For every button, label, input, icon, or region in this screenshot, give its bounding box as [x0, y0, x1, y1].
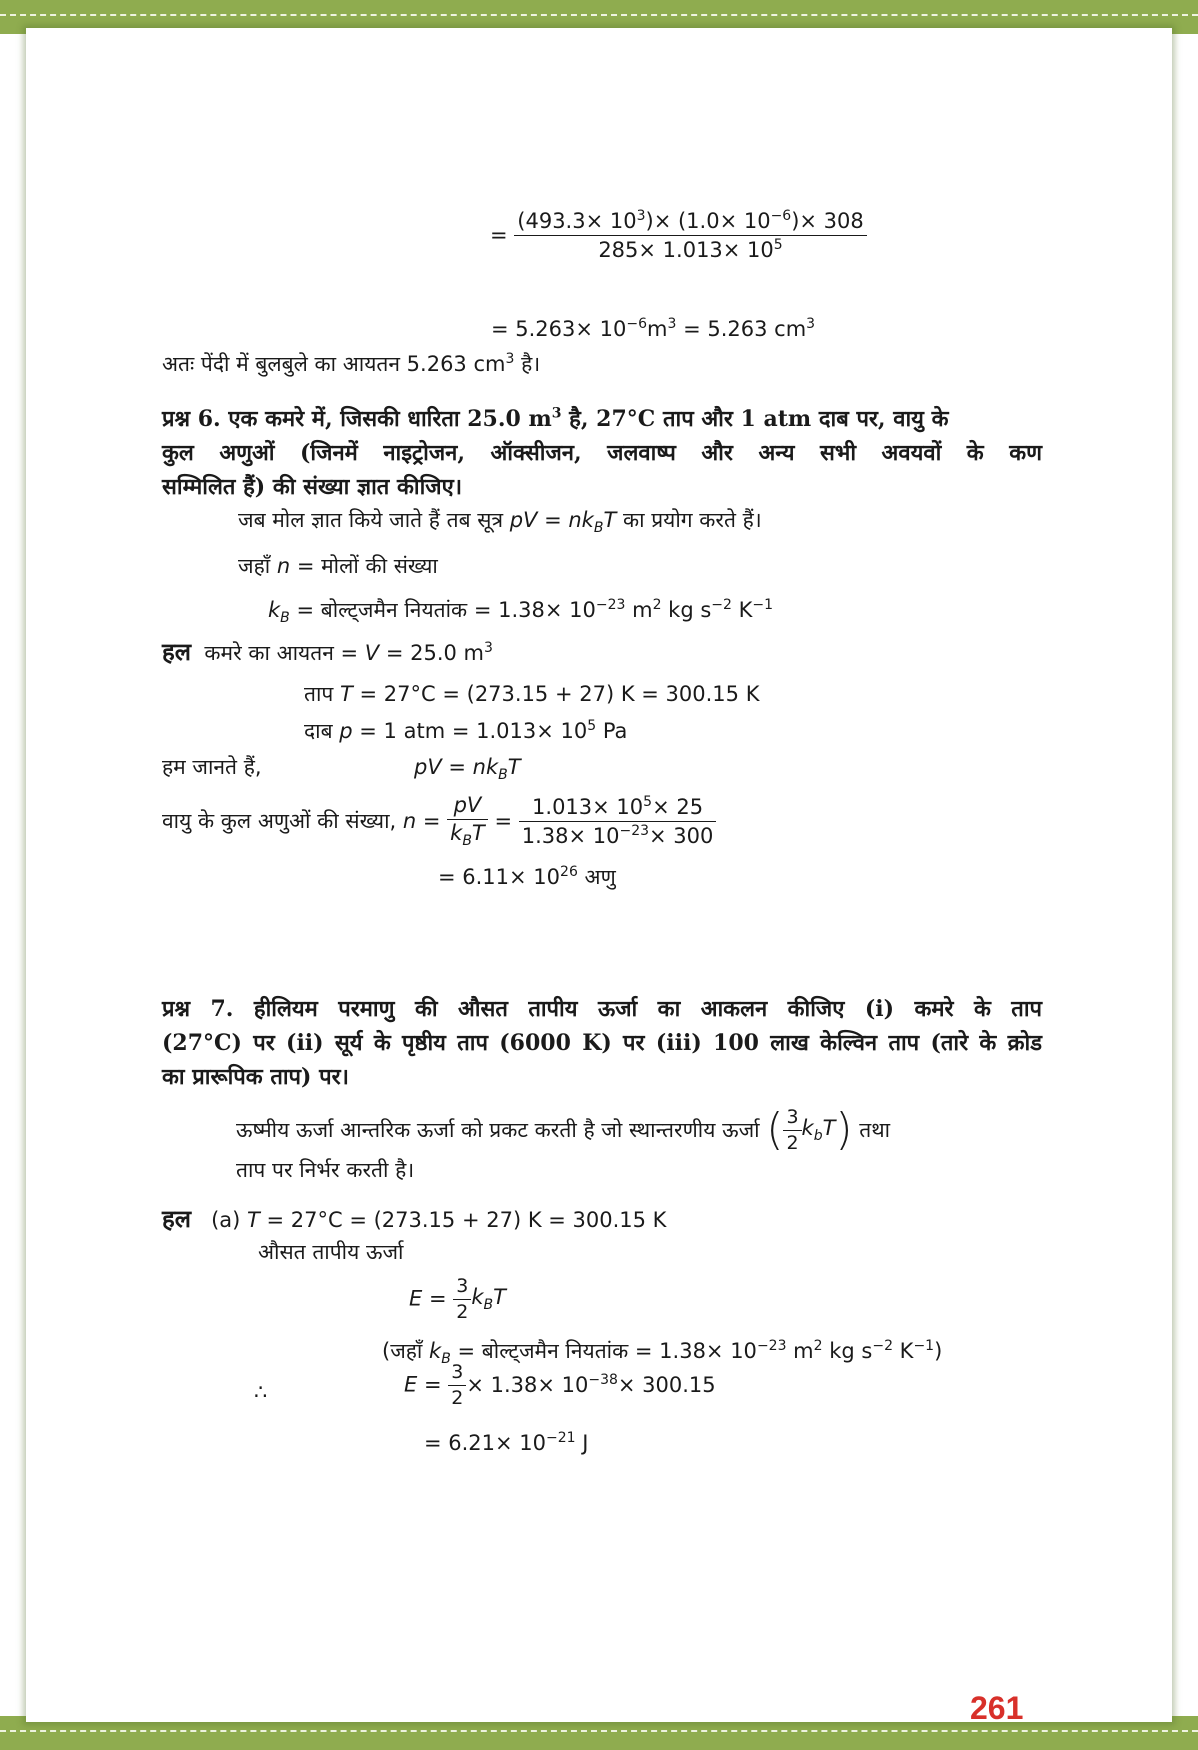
page-number: 261	[970, 1690, 1024, 1726]
q7-solution-energy-formula: E = $\frac{3}{2}$ $k_BT$	[409, 1275, 506, 1323]
q7-solution-kb-note: (जहाँ $k_B$ = बोल्ट्जमैन नियतांक = $1.38\times 10^{-23}$ $m^2$ kg $s^{-2}$ $K^{-1}$)	[382, 1338, 943, 1368]
therefore-symbol: ∴	[254, 1380, 268, 1404]
q7-solution-temp: हल (a) T = 27°C = (273.15 + 27) K = 300.15 K	[162, 1204, 667, 1233]
q6-solution-count: वायु के कुल अणुओं की संख्या, n = $\frac{pV}{k_BT}$ = $\frac{1.013\times 10^5\times 25}{1.38\times 10^{-23}\times 300}$	[162, 793, 716, 850]
q6-hint-n: जहाँ n = मोलों की संख्या	[238, 554, 438, 578]
q6-solution-volume: हल कमरे का आयतन = V = 25.0 $m^3$	[162, 637, 493, 666]
q6-label: प्रश्न 6.	[162, 406, 221, 432]
q6-solution-result: = $6.11\times 10^{26}$ अणु	[438, 864, 616, 889]
q7-statement: प्रश्न 7. हीलियम परमाणु की औसत तापीय ऊर्जा का आकलन कीजिए (i) कमरे के ताप (27°C) पर (ii) सूर्य के पृष्ठीय ताप (6000 K) पर (iii) 100 लाख केल्विन ताप (तारे के क्रोड का प्रारूपिक ताप) पर।	[162, 996, 1043, 1091]
q6-solution-label: हल	[162, 637, 192, 666]
q7-hint-line2: ताप पर निर्भर करती है।	[236, 1158, 415, 1182]
q6-hint-formula: जब मोल ज्ञात किये जाते हैं तब सूत्र pV = $nk_BT$ का प्रयोग करते हैं।	[238, 508, 762, 537]
top-dashed-line	[0, 14, 1198, 16]
page-sheet	[26, 28, 1172, 1722]
q6-solution-pressure: दाब p = 1 atm = $1.013\times 10^5$ Pa	[304, 718, 628, 743]
q6-solution-temp: ताप T = 27°C = (273.15 + 27) K = 300.15 K	[304, 682, 760, 706]
q7-solution-energy-calc: E = $\frac{3}{2}$ × $1.38\times 10^{-38}\times 300.15$	[404, 1361, 716, 1409]
bottom-dashed-line	[0, 1730, 1198, 1732]
q6-statement: प्रश्न 6. एक कमरे में, जिसकी धारिता 25.0 $m^3$ है, 27°C ताप और 1 atm दाब पर, वायु के कुल अणुओं (जिनमें नाइट्रोजन, ऑक्सीजन, जलवाष्प और अन्य सभी अवयवों के कण सम्मिलित हैं) की संख्या ज्ञात कीजिए।	[162, 405, 1042, 501]
prev-calc-frac: $\frac{(493.3\times 10^3)\times (1.0\times 10^{-6})\times 308}{285\times 1.013\times 10^5}$	[514, 208, 866, 263]
prev-calc-fraction: = $\frac{(493.3\times 10^3)\times (1.0\times 10^{-6})\times 308}{285\times 1.013\times 10^5}$	[490, 208, 867, 263]
prev-conclusion: अतः पेंदी में बुलबुले का आयतन 5.263 $cm^3$ है।	[162, 351, 541, 376]
q7-solution-avg-energy: औसत तापीय ऊर्जा	[258, 1240, 404, 1264]
q6-solution-known: हम जानते हैं,	[162, 755, 262, 779]
q7-solution-result: = $6.21\times 10^{-21}$ J	[424, 1430, 589, 1455]
q7-hint-line1: ऊष्मीय ऊर्जा आन्तरिक ऊर्जा को प्रकट करती है जो स्थान्तरणीय ऊर्जा ( $\frac{3}{2}$ $k_bT$) तथा	[236, 1104, 891, 1155]
q6-hint-kb: $k_B$ = बोल्ट्जमैन नियतांक = $1.38\times 10^{-23}$ $m^2$ kg $s^{-2}$ $K^{-1}$	[268, 597, 774, 627]
q7-solution-label: हल	[162, 1204, 192, 1233]
q7-label: प्रश्न 7.	[162, 996, 234, 1022]
prev-result: = $5.263\times 10^{-6}m^3 = 5.263$ $cm^3$	[491, 316, 816, 341]
q6-solution-known-formula: pV = $nk_BT$	[414, 755, 521, 784]
